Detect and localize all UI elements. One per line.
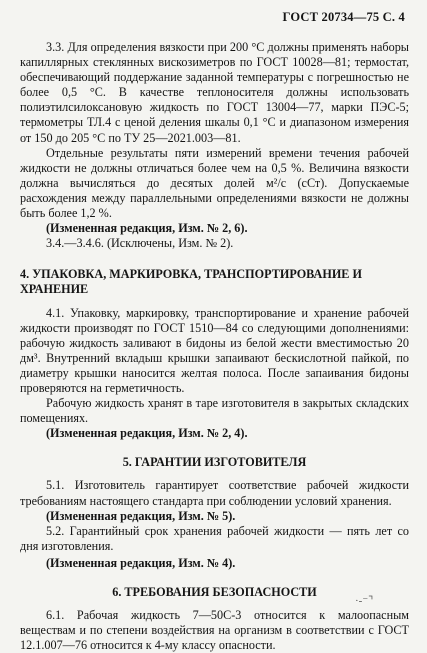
section-6-heading: 6. ТРЕБОВАНИЯ БЕЗОПАСНОСТИ	[112, 585, 317, 599]
scan-mark-icon: ·-⁻⌝	[355, 595, 374, 607]
paragraph-storage: Рабочую жидкость хранят в таре изготовителя в закрытых складских помещениях.	[20, 396, 409, 426]
paragraph-3-3: 3.3. Для определения вязкости при 200 °С должны применять наборы капиллярных стеклянных вискозиметров по ГОСТ 10028—81; термостат, обеспечивающий поддержание заданной температуры с погрешностью не более 0,5 °С. В качестве теплоносителя должны использовать полиэтилсилоксановую жидкость по ГОСТ 13004—77, марки ПЭС-5; термометры ТЛ.4 с ценой деления шкалы 0,1 °С и диапазоном измерения от 150 до 205 °С по ТУ 25—2021.003—81.	[20, 40, 409, 145]
amendment-note: (Измененная редакция, Изм. № 4).	[46, 555, 236, 570]
running-head: ГОСТ 20734—75 С. 4	[282, 10, 405, 24]
amendment-note: (Измененная редакция, Изм. № 5).	[46, 508, 236, 523]
excluded-note: 3.4.—3.4.6. (Исключены, Изм. № 2).	[46, 236, 234, 251]
paragraph-6-1: 6.1. Рабочая жидкость 7—50С-3 относится к малоопасным веществам и по степени воздействия на организм в соответствии с ГОСТ 12.1.007—76 относится к 4-му классу опасности.	[20, 608, 409, 653]
paragraph-4-1: 4.1. Упаковку, маркировку, транспортирование и хранение рабочей жидкости производят по ГОСТ 1510—84 со следующими дополнениями: рабочую жидкость заливают в бидоны из белой жести вместимостью 20 дм³. Внутренний вкладыш крышки запаивают бескислотной пайкой, по диаметру крышки наносится желтая полоса. После запаивания бидоны проверяются на герметичность.	[20, 305, 409, 395]
amendment-note: (Измененная редакция, Изм. № 2, 4).	[46, 426, 248, 441]
section-5-heading: 5. ГАРАНТИИ ИЗГОТОВИТЕЛЯ	[122, 455, 307, 470]
page-body	[20, 40, 409, 653]
paragraph-5-2: 5.2. Гарантийный срок хранения рабочей жидкости — пять лет со дня изготовления.	[20, 523, 409, 553]
amendment-note: (Измененная редакция, Изм. № 2, 6).	[46, 221, 248, 236]
paragraph-5-1: 5.1. Изготовитель гарантирует соответствие рабочей жидкости требованиям настоящего стандарта при соблюдении условий хранения.	[20, 478, 409, 508]
section-4-heading: 4. УПАКОВКА, МАРКИРОВКА, ТРАНСПОРТИРОВАНИЕ И ХРАНЕНИЕ	[20, 267, 362, 297]
paragraph-results: Отдельные результаты пяти измерений времени течения рабочей жидкости не должны отличаться более чем на 0,5 %. Величина вязкости должна вычисляться до десятых долей м²/с (сСт). Допускаемые расхождения между параллельными определениями вязкости не должны быть более 1,2 %.	[20, 145, 409, 221]
